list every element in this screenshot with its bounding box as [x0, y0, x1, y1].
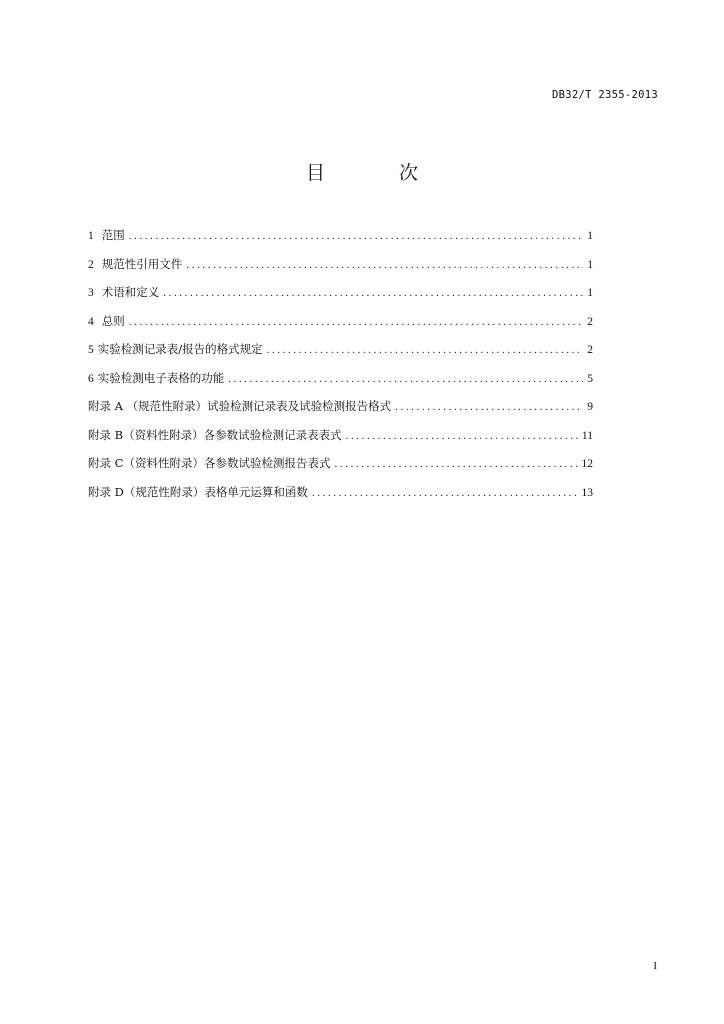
- toc-item-number: 5: [88, 344, 94, 356]
- toc-item-normative-references[interactable]: [88, 255, 593, 284]
- toc-item-page: 2: [587, 315, 593, 328]
- toc-item-label: 附录 A （规范性附录）试验检测记录表及试验检测报告格式: [88, 399, 392, 413]
- table-of-contents: [88, 226, 593, 511]
- toc-item-label: 实验检测记录表/报告的格式规定: [97, 342, 263, 356]
- toc-item-spreadsheet-functions[interactable]: [88, 369, 593, 398]
- dot-leader: [186, 256, 583, 274]
- toc-item-label: 术语和定义: [101, 285, 160, 299]
- toc-item-page: 9: [587, 401, 593, 413]
- toc-item-label: 附录 C（资料性附录）各参数试验检测报告表式: [88, 456, 331, 470]
- toc-item-page: 12: [581, 458, 593, 470]
- toc-item-number: 4: [88, 315, 94, 328]
- toc-item-appendix-b[interactable]: [88, 426, 593, 455]
- toc-item-number: 1: [88, 230, 94, 242]
- dot-leader: [395, 398, 583, 416]
- toc-item-page: 1: [587, 287, 593, 299]
- toc-item-number: 2: [88, 258, 94, 271]
- toc-item-number: 6: [88, 372, 94, 385]
- toc-item-label: 附录 B（资料性附录）各参数试验检测记录表表式: [88, 427, 342, 442]
- toc-item-number: 3: [88, 287, 94, 299]
- toc-item-terms-definitions[interactable]: [88, 283, 593, 312]
- dot-leader: [228, 370, 583, 388]
- toc-item-page: 2: [587, 344, 593, 356]
- document-code: DB32/T 2355-2013: [552, 89, 658, 101]
- toc-item-label: 总则: [101, 313, 125, 328]
- toc-item-label: 范围: [101, 228, 125, 242]
- toc-item-appendix-d[interactable]: [88, 483, 593, 512]
- toc-item-page: 1: [587, 258, 593, 271]
- toc-item-scope[interactable]: [88, 226, 593, 255]
- toc-item-label: 规范性引用文件: [101, 256, 183, 271]
- toc-item-label: 实验检测电子表格的功能: [97, 370, 225, 385]
- page-number: I: [653, 960, 657, 972]
- toc-item-page: 1: [587, 230, 593, 242]
- toc-item-page: 11: [581, 429, 593, 442]
- toc-item-appendix-a[interactable]: [88, 397, 593, 426]
- dot-leader: [334, 455, 577, 473]
- toc-item-format-rules[interactable]: [88, 340, 593, 369]
- toc-item-page: 13: [581, 486, 593, 499]
- dot-leader: [312, 484, 578, 502]
- dot-leader: [129, 227, 584, 245]
- toc-item-page: 5: [587, 372, 593, 385]
- dot-leader: [267, 341, 584, 359]
- dot-leader: [163, 284, 583, 302]
- dot-leader: [346, 427, 578, 445]
- toc-item-general[interactable]: [88, 312, 593, 341]
- toc-title: 目 次: [305, 162, 453, 184]
- toc-item-label: 附录 D（规范性附录）表格单元运算和函数: [88, 484, 308, 499]
- dot-leader: [129, 313, 584, 331]
- toc-item-appendix-c[interactable]: [88, 454, 593, 483]
